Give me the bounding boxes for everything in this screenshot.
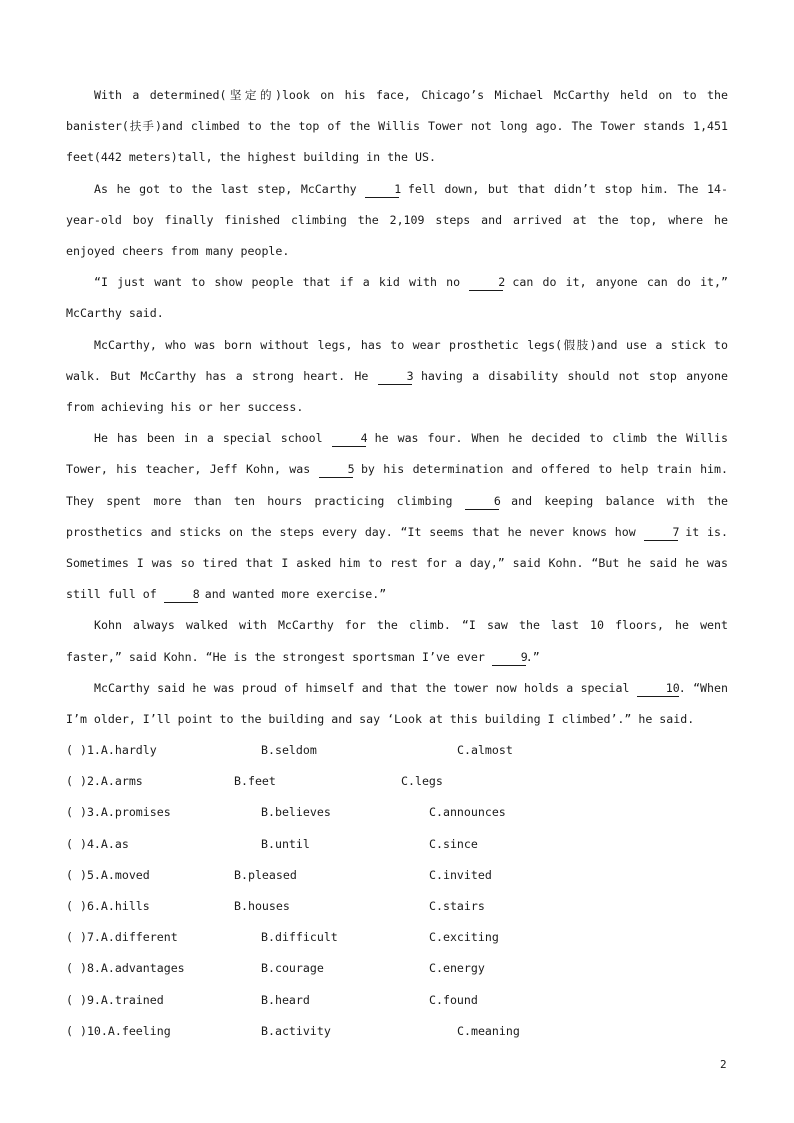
question-2-option-a: ( )2.A.arms bbox=[66, 774, 143, 789]
question-2 bbox=[66, 766, 728, 797]
question-3-option-b: B.believes bbox=[261, 805, 331, 820]
question-3 bbox=[66, 797, 728, 828]
paragraph-7: McCarthy said he was proud of himself and that the tower now holds a special 10. “When I’m older, I’ll point to the building and say ‘Look at this building I climbed’.” he said. bbox=[66, 680, 728, 727]
question-6-option-a: ( )6.A.hills bbox=[66, 898, 150, 913]
question-7-option-a: ( )7.A.different bbox=[66, 930, 178, 945]
paragraph-1: With a determined(坚定的)look on his face, Chicago’s Michael McCarthy held on to the banister(扶手)and climbed to the top of the Willis Tower not long ago. The Tower stands 1,451 feet(442 meters)tall, the highest building in the US. bbox=[66, 88, 728, 165]
question-5-option-a: ( )5.A.moved bbox=[66, 867, 150, 882]
question-8 bbox=[66, 953, 728, 984]
blank-8: 8 bbox=[164, 587, 198, 603]
blank-7: 7 bbox=[644, 525, 678, 541]
question-6 bbox=[66, 891, 728, 922]
question-4-option-c: C.since bbox=[429, 836, 478, 851]
blank-10: 10 bbox=[637, 681, 679, 697]
paragraph-4: McCarthy, who was born without legs, has to wear prosthetic legs(假肢)and use a stick to walk. But McCarthy has a strong heart. He 3 having a disability should not stop anyone from achieving his or her success. bbox=[66, 337, 728, 415]
blank-1: 1 bbox=[365, 182, 399, 198]
question-5-option-b: B.pleased bbox=[234, 867, 297, 882]
question-2-option-c: C.legs bbox=[401, 774, 443, 789]
blank-4: 4 bbox=[332, 431, 366, 447]
question-10-option-b: B.activity bbox=[261, 1023, 331, 1038]
question-1-option-a: ( )1.A.hardly bbox=[66, 743, 157, 757]
question-10 bbox=[66, 1016, 728, 1047]
question-1 bbox=[66, 735, 728, 766]
question-4 bbox=[66, 829, 728, 860]
question-1-option-c: C.almost bbox=[457, 743, 513, 757]
question-9 bbox=[66, 985, 728, 1016]
blank-3: 3 bbox=[378, 369, 412, 385]
question-9-option-a: ( )9.A.trained bbox=[66, 992, 164, 1007]
question-6-option-c: C.stairs bbox=[429, 898, 485, 913]
question-9-option-b: B.heard bbox=[261, 992, 310, 1007]
paragraph-6: Kohn always walked with McCarthy for the climb. “I saw the last 10 floors, he went faster,” said Kohn. “He is the strongest sportsman I’ve ever 9.” bbox=[66, 618, 728, 664]
blank-5: 5 bbox=[319, 462, 353, 478]
question-7-option-c: C.exciting bbox=[429, 930, 499, 945]
question-4-option-a: ( )4.A.as bbox=[66, 836, 129, 851]
question-8-option-b: B.courage bbox=[261, 961, 324, 976]
question-5-option-c: C.invited bbox=[429, 867, 492, 882]
question-2-option-b: B.feet bbox=[234, 774, 276, 789]
reading-passage bbox=[66, 80, 728, 735]
question-3-option-a: ( )3.A.promises bbox=[66, 805, 171, 820]
blank-9: 9 bbox=[492, 650, 526, 666]
question-10-option-c: C.meaning bbox=[457, 1023, 520, 1038]
paragraph-3: “I just want to show people that if a kid with no 2 can do it, anyone can do it,” McCarthy said. bbox=[66, 275, 728, 321]
blank-6: 6 bbox=[465, 494, 499, 510]
paragraph-5: He has been in a special school 4 he was four. When he decided to climb the Willis Tower, his teacher, Jeff Kohn, was 5 by his determination and offered to help train him. They spent more than ten hours practicing climbing 6 and keeping balance with the prosthetics and sticks on the steps every day. “It seems that he never knows how 7 it is. Sometimes I was so tired that I asked him to rest for a day,” said Kohn. “But he said he was still full of 8 and wanted more exercise.” bbox=[66, 431, 729, 602]
question-1-option-b: B.seldom bbox=[261, 743, 317, 757]
question-7 bbox=[66, 922, 728, 953]
question-5 bbox=[66, 860, 728, 891]
question-8-option-a: ( )8.A.advantages bbox=[66, 961, 185, 976]
question-4-option-b: B.until bbox=[261, 836, 310, 851]
question-9-option-c: C.found bbox=[429, 992, 478, 1007]
question-6-option-b: B.houses bbox=[234, 898, 290, 913]
paragraph-2: As he got to the last step, McCarthy 1 fell down, but that didn’t stop him. The 14-year-old boy finally finished climbing the 2,109 steps and arrived at the top, where he enjoyed cheers from many people. bbox=[66, 181, 728, 259]
blank-2: 2 bbox=[469, 275, 503, 291]
answer-choices bbox=[66, 735, 728, 1047]
page-number: 2 bbox=[720, 1058, 727, 1071]
question-7-option-b: B.difficult bbox=[261, 930, 338, 945]
question-8-option-c: C.energy bbox=[429, 961, 485, 976]
question-3-option-c: C.announces bbox=[429, 805, 506, 820]
question-10-option-a: ( )10.A.feeling bbox=[66, 1023, 171, 1038]
